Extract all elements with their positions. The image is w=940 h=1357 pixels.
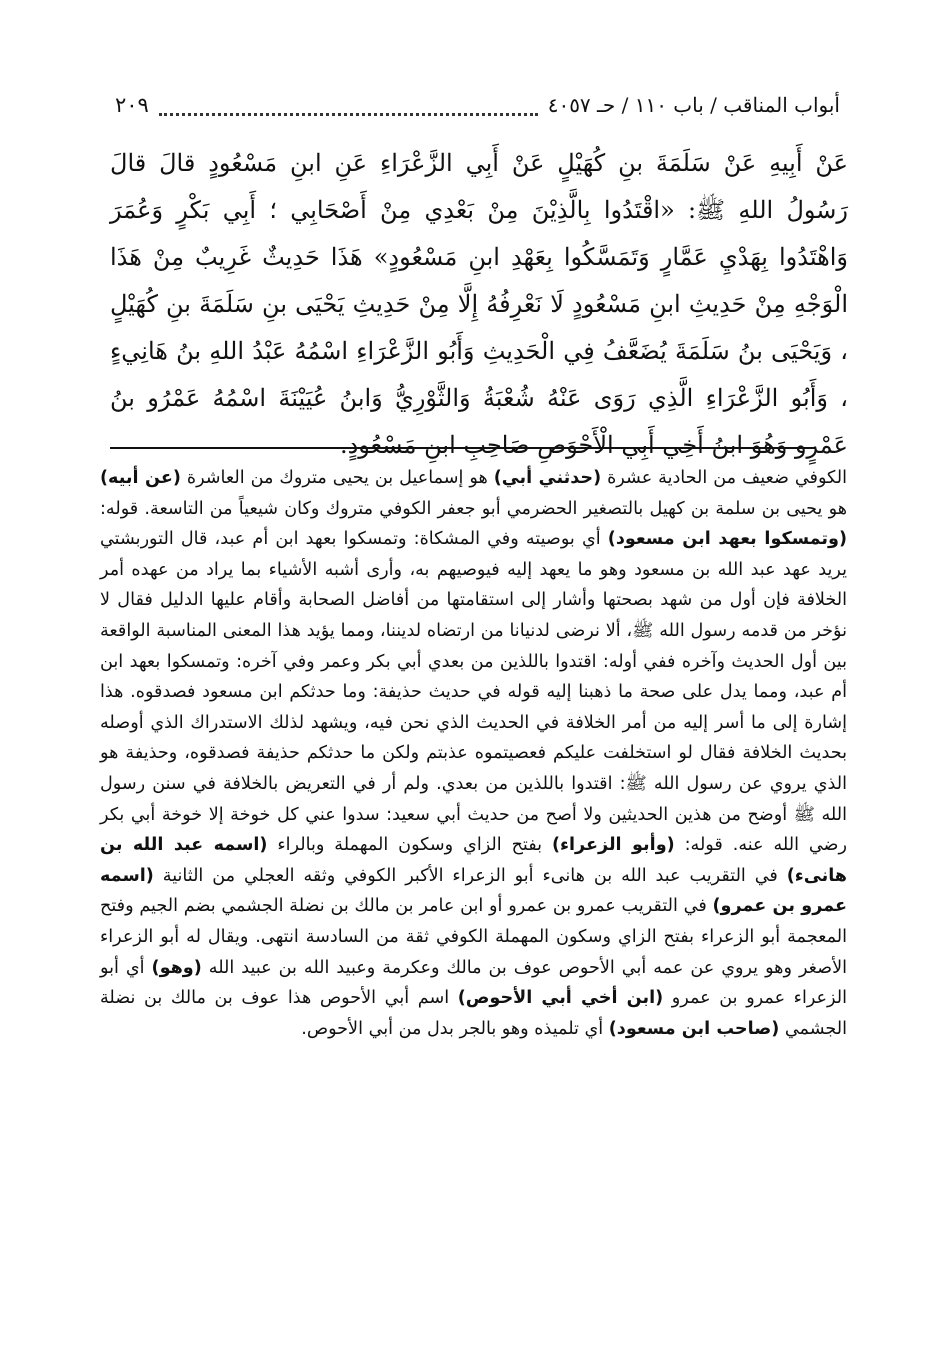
commentary-run: أي تلميذه وهو بالجر بدل من أبي الأحوص. (301, 1018, 609, 1039)
commentary-text (100, 463, 847, 1044)
commentary-run: اسم أبي الأحوص هذا عوف بن مالك بن نضلة الجشمي (100, 988, 847, 1039)
commentary-bold-term: (وأبو الزعراء) (551, 835, 675, 856)
hadith-text: عَنْ أَبِيهِ عَنْ سَلَمَةَ بنِ كُهَيْلٍ عَنْ أَبِي الزَّعْرَاءِ عَنِ ابنِ مَسْعُودٍ قالَ قالَ رَسُولُ اللهِ ﷺ: «اقْتَدُوا بِالَّذِيْنَ مِنْ بَعْدِي مِنْ أَصْحَابِي ؛ أَبِي بَكْرٍ وَعُمَرَ وَاهْتَدُوا بِهَدْيِ عَمَّارٍ وَتَمَسَّكُوا بِعَهْدِ ابنِ مَسْعُودٍ» هَذَا حَدِيثٌ غَرِيبٌ مِنْ هَذَا الْوَجْهِ مِنْ حَدِيثِ ابنِ مَسْعُودٍ لَا نَعْرِفُهُ إِلَّا مِنْ حَدِيثِ يَحْيَى بنِ سَلَمَةَ بنِ كُهَيْلٍ ، وَيَحْيَى بنُ سَلَمَةَ يُضَعَّفُ فِي الْحَدِيثِ وَأَبُو الزَّعْرَاءِ اسْمُهُ عَبْدُ اللهِ بنُ هَانِيءٍ ، وَأَبُو الزَّعْرَاءِ الَّذِي رَوَى عَنْهُ شُعْبَةُ وَالثَّوْرِيُّ وَابنُ عُيَيْنَةَ اسْمُهُ عَمْرُو بنُ عَمْرٍو وَهُوَ ابنُ أَخِي أَبِي الْأَحْوَصِ صَاحِبِ ابنِ مَسْعُودٍ. (110, 149, 848, 459)
page-number: ٢٠٩ (115, 93, 149, 117)
dotted-leader (159, 105, 538, 116)
commentary-bold-term: (ابن أخي أبي الأحوص) (457, 988, 664, 1009)
commentary-bold-term: (وتمسكوا بعهد ابن مسعود) (607, 529, 848, 550)
commentary-run: هو إسماعيل بن يحيى متروك من العاشرة (180, 468, 494, 488)
commentary-run: أي بوصيته وفي المشكاة: وتمسكوا بعهد ابن أم عبد، قال التوربشتي يريد عهد عبد الله بن مسعود وهو ما يعهد إليه فيوصيهم به، وأرى أشبه الأشياء بما يراد من عهده أمر الخلافة فإن أول من شهد بصحتها وأشار إلى استقامتها من أفاضل الصحابة وأقام عليها الدليل فقال لا نؤخر من قدمه رسول الله ﷺ، ألا نرضى لدنيانا من ارتضاه لديننا، ومما يؤيد هذا المعنى المناسبة الواقعة بين أول الحديث وآخره ففي أوله: اقتدوا باللذين من بعدي أبي بكر وعمر وفي آخره: وتمسكوا بعهد ابن أم عبد، ومما يدل على صحة ما ذهبنا إليه قوله في حديث حذيفة: وما حدثكم ابن مسعود فصدقوه. هذا إشارة إلى ما أسر إليه من أمر الخلافة في الحديث الذي نحن فيه، ويشهد لذلك الاستدراك الذي أوصله بحديث الخلافة فقال لو استخلفت عليكم فعصيتموه عذبتم ولكن ما حدثكم حذيفة فصدقوه، وحذيفة هو الذي يروي عن رسول الله ﷺ: اقتدوا باللذين من بعدي. ولم أر في التعريض بالخلافة في سنن رسول الله ﷺ أوضح من هذين الحديثين ولا أصح من حديث أبي سعيد: سدوا عني كل خوخة إلا خوخة أبي بكر رضي الله عنه. قوله: (100, 529, 847, 856)
commentary-run: في التقريب عبد الله بن هانىء أبو الزعراء الأكبر الكوفي وثقه العجلي من الثانية (153, 865, 787, 886)
commentary-run: هو يحيى بن سلمة بن كهيل بالتصغير الحضرمي أبو جعفر الكوفي متروك وكان شيعياً من التاسعة. قوله: (100, 498, 847, 519)
commentary-bold-term: (اسمه عبد الله بن هانىء) (100, 835, 847, 886)
commentary-bold-term: (وهو) (151, 957, 202, 978)
commentary-bold-term: (عن أبيه) (100, 468, 181, 488)
commentary-run: الكوفي ضعيف من الحادية عشرة (601, 468, 848, 488)
commentary-bold-term: (حدثني أبي) (493, 468, 602, 488)
commentary-bold-term: (اسمه عمرو بن عمرو) (100, 865, 847, 917)
commentary-bold-term: (صاحب ابن مسعود) (608, 1018, 780, 1039)
commentary-run: أي أبو الزعراء عمرو بن عمرو (100, 957, 848, 1009)
commentary-run: في التقريب عمرو بن عمرو أو ابن عامر بن مالك بن نضلة الجشمي بضم الجيم وفتح المعجمة أبو الزعراء بفتح الزاي وسكون المهملة الكوفي ثقة من السادسة انتهى. ويقال له أبو الزعراء الأصغر وهو يروي عن عمه أبي الأحوص عوف بن مالك وعكرمة وعبيد الله بن عبيد الله (100, 896, 847, 978)
footnote-separator (110, 447, 815, 449)
commentary-run: بفتح الزاي وسكون المهملة وبالراء (267, 835, 552, 856)
chapter-title: أبواب المناقب / باب ١١٠ / حـ ٤٠٥٧ (547, 93, 840, 117)
running-header (115, 88, 840, 122)
